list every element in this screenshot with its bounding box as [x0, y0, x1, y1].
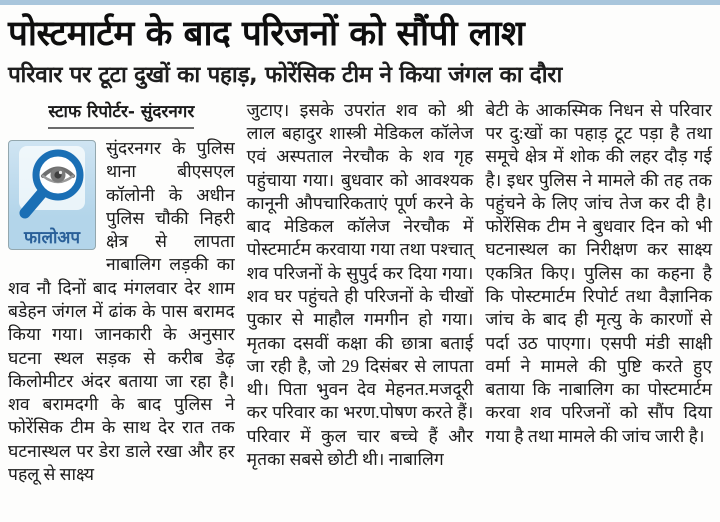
- headline: पोस्टमार्टम के बाद परिजनों को सौंपी लाश: [8, 14, 525, 54]
- magnifier-eye-icon: [16, 145, 88, 229]
- followup-label: फालोअप: [23, 228, 81, 249]
- column-1: [8, 99, 235, 487]
- byline: स्टाफ रिपोर्टर- सुंदरनगर: [48, 101, 194, 129]
- column-2: [247, 99, 474, 472]
- subheadline: परिवार पर टूटा दुखों का पहाड़, फोरेंसिक टीम ने किया जंगल का दौरा: [8, 62, 562, 89]
- column-2-text: जुटाए। इसके उपरांत शव को श्री लाल बहादुर शास्त्री मेडिकल कॉलेज एवं अस्पताल नेरचौक के शव गृह पहुंचाया गया। बुधवार को आवश्यक कानूनी औपचारिकताएं पूर्ण करने के बाद मेडिकल कॉलेज नेरचौक में पोस्टमार्टम करवाया गया तथा पश्चात् शव परिजनों के सुपुर्द कर दिया गया। शव घर पहुंचते ही परिजनों के चीखों पुकार से माहौल गमगीन हो गया। मृतका दसवीं कक्षा की छात्रा बताई जा रही है, जो 29 दिसंबर से लापता थी। पिता भुवन देव मेहनत.मजदूरी कर परिवार का भरण.पोषण करते हैं। परिवार में कुल चार बच्चे हैं और मृतका सबसे छोटी थी। नाबालिग: [246, 99, 474, 470]
- column-1-text-block: [8, 137, 235, 486]
- column-1-text: सुंदरनगर के पुलिस थाना बीएसएल कॉलोनी के अधीन पुलिस चौकी निहरी क्षेत्र से लापता नाबालिग लड़की का शव नौ दिनों बाद मंगलवार देर शाम बडेहन जंगल में ढांक के पास बरामद किया गया। जानकारी के अनुसार घटना स्थल सड़क से करीब डेढ़ किलोमीटर अंदर बताया जा रहा है। शव बरामदगी के बाद पुलिस ने फोरेंसिक टीम के साथ देर रात तक घटनास्थल पर डेरा डाले रखा और हर पहलू से साक्ष्य: [8, 137, 235, 485]
- followup-logo-box: [8, 140, 96, 250]
- column-3: [485, 99, 712, 448]
- column-3-text: बेटी के आकस्मिक निधन से परिवार पर दु:खों का पहाड़ टूट पड़ा है तथा समूचे क्षेत्र में शोक की लहर दौड़ गई है। इधर पुलिस ने मामले की तह तक पहुंचने के लिए जांच तेज कर दी है। फोरेंसिक टीम ने बुधवार दिन को भी घटनास्थल का निरीक्षण कर साक्ष्य एकत्रित किए। पुलिस का कहना है कि पोस्टमार्टम रिपोर्ट तथा वैज्ञानिक जांच के बाद ही मृत्यु के कारणों से पर्दा उठ पाएगा। एसपी मंडी साक्षी वर्मा ने मामले की पुष्टि करते हुए बताया कि नाबालिग का पोस्टमार्टम करवा शव परिजनों को सौंप दिया गया है तथा मामले की जांच जारी है।: [485, 99, 713, 446]
- article-body: [0, 97, 720, 487]
